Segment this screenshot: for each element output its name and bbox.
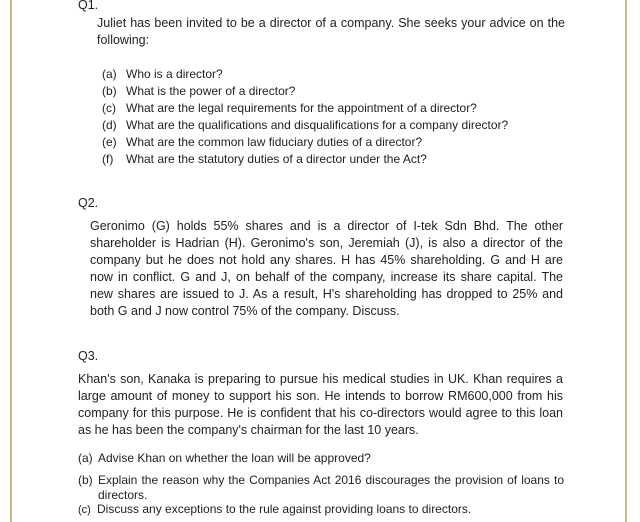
list-item: (b) What is the power of a director? <box>102 84 296 98</box>
q2-text: Geronimo (G) holds 55% shares and is a director of I-tek Sdn Bhd. The other shareholder is Hadrian (H). Geronimo's son, Jeremiah (J), is also a director of the company but he does not hold any shares. H has 45% shareholding. G and H are now in conflict. G and J, on behalf of the company, increase its share capital. The new shares are issued to J. As a result, H's shareholding has dropped to 25% and both G and J now control 75% of the company. Discuss. <box>90 219 563 318</box>
list-item: (a) Advise Khan on whether the loan will be approved? <box>78 451 371 465</box>
q1-intro: Juliet has been invited to be a director of a company. She seeks your advice on the following: <box>97 16 565 47</box>
list-item: (c) Discuss any exceptions to the rule against providing loans to directors. <box>78 502 472 516</box>
q3-label: Q3. <box>78 349 99 363</box>
q1-list <box>102 66 508 168</box>
list-item: (f) What are the statutory duties of a director under the Act? <box>102 152 427 166</box>
q2-label: Q2. <box>78 196 99 210</box>
left-margin-rule <box>10 0 12 522</box>
q1-label: Q1. <box>78 0 99 12</box>
q3-text: Khan's son, Kanaka is preparing to pursue his medical studies in UK. Khan requires a large amount of money to support his son. He intends to borrow RM600,000 from his company for this purpose. He is confident that his co-directors would agree to this loan as he has been the company's chairman for the last 10 years. <box>78 372 563 437</box>
list-item: (e) What are the common law fiduciary duties of a director? <box>102 135 423 149</box>
list-item: (c) What are the legal requirements for the appointment of a director? <box>102 101 477 115</box>
right-margin-rule <box>625 0 627 522</box>
list-item: (a) Who is a director? <box>102 67 223 81</box>
list-item: (d) What are the qualifications and disqualifications for a company director? <box>102 118 509 132</box>
